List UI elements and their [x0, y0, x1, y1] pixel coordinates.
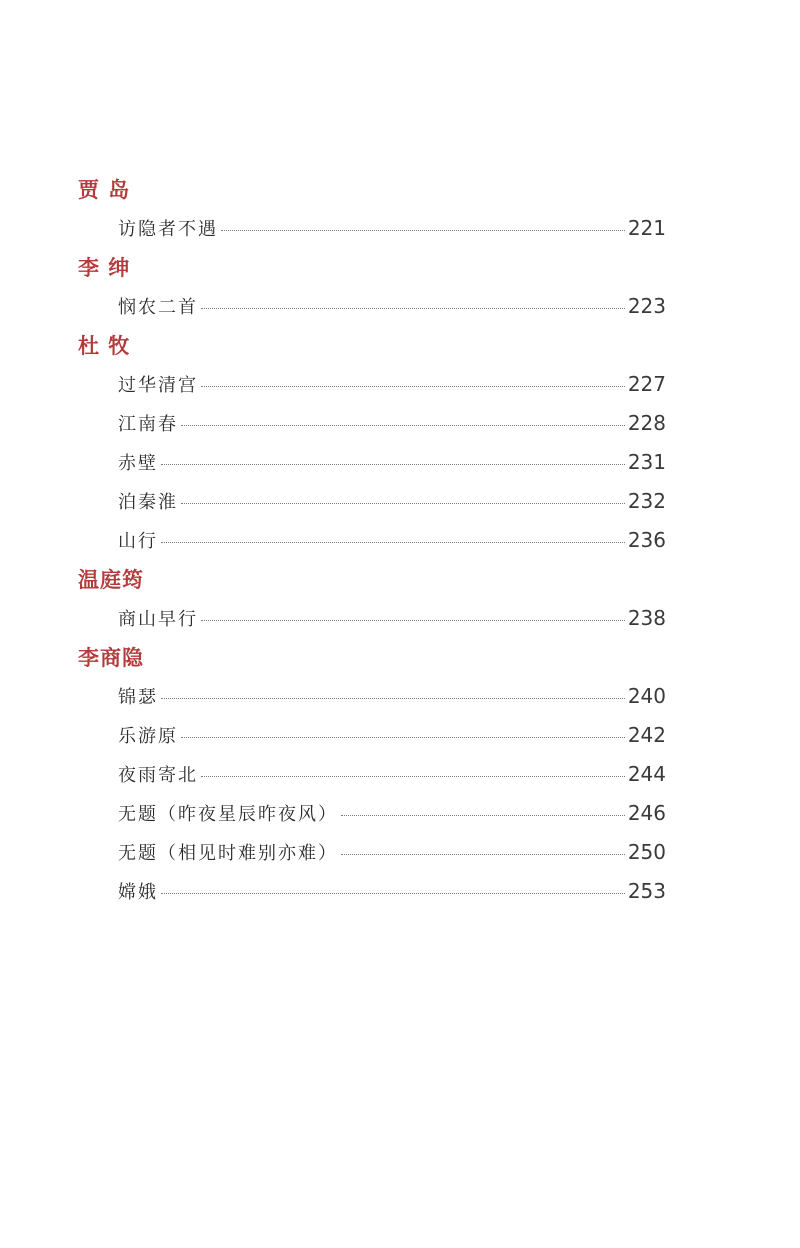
page-number: 228 — [627, 411, 666, 435]
dot-leader — [161, 542, 625, 543]
page-number: 221 — [627, 216, 666, 240]
dot-leader — [201, 386, 625, 387]
page-number: 231 — [627, 450, 666, 474]
toc-entry[interactable] — [118, 797, 666, 829]
page-number: 227 — [627, 372, 666, 396]
page-number: 236 — [627, 528, 666, 552]
dot-leader — [161, 893, 625, 894]
dot-leader — [161, 464, 625, 465]
entry-title: 乐游原 — [118, 726, 178, 747]
toc-entry[interactable] — [118, 680, 666, 712]
entry-title: 赤壁 — [118, 453, 158, 474]
entry-title: 锦瑟 — [118, 687, 158, 708]
entry-title: 商山早行 — [118, 609, 198, 630]
toc-entry[interactable] — [118, 719, 666, 751]
page-number: 244 — [627, 762, 666, 786]
dot-leader — [181, 737, 625, 738]
page-number: 253 — [627, 879, 666, 903]
entry-title: 江南春 — [118, 414, 178, 435]
entry-title: 山行 — [118, 531, 158, 552]
toc-entry[interactable] — [118, 836, 666, 868]
author-heading: 贾 岛 — [78, 178, 131, 202]
entry-title: 过华清宫 — [118, 375, 198, 396]
entry-title: 嫦娥 — [118, 882, 158, 903]
toc-entry[interactable] — [118, 290, 666, 322]
entry-title: 夜雨寄北 — [118, 765, 198, 786]
page-number: 242 — [627, 723, 666, 747]
author-heading: 李 绅 — [78, 256, 131, 280]
toc-entry[interactable] — [118, 524, 666, 556]
entry-title: 无题（昨夜星辰昨夜风） — [118, 804, 338, 825]
author-heading: 李商隐 — [78, 646, 144, 670]
toc-entry[interactable] — [118, 407, 666, 439]
dot-leader — [341, 854, 625, 855]
toc-entry[interactable] — [118, 446, 666, 478]
author-heading: 杜 牧 — [78, 334, 131, 358]
entry-title: 泊秦淮 — [118, 492, 178, 513]
dot-leader — [201, 308, 625, 309]
entry-title: 访隐者不遇 — [118, 219, 218, 240]
toc-entry[interactable] — [118, 212, 666, 244]
toc-entry[interactable] — [118, 758, 666, 790]
dot-leader — [221, 230, 625, 231]
dot-leader — [341, 815, 625, 816]
dot-leader — [181, 425, 625, 426]
page-number: 240 — [627, 684, 666, 708]
entry-title: 悯农二首 — [118, 297, 198, 318]
entry-title: 无题（相见时难别亦难） — [118, 843, 338, 864]
page-number: 246 — [627, 801, 666, 825]
dot-leader — [161, 698, 625, 699]
toc-entry[interactable] — [118, 602, 666, 634]
author-heading: 温庭筠 — [78, 568, 144, 592]
page-number: 232 — [627, 489, 666, 513]
dot-leader — [181, 503, 625, 504]
toc-entry[interactable] — [118, 368, 666, 400]
page-number: 250 — [627, 840, 666, 864]
dot-leader — [201, 776, 625, 777]
toc-entry[interactable] — [118, 485, 666, 517]
toc-entry[interactable] — [118, 875, 666, 907]
page-number: 238 — [627, 606, 666, 630]
dot-leader — [201, 620, 625, 621]
page-number: 223 — [627, 294, 666, 318]
